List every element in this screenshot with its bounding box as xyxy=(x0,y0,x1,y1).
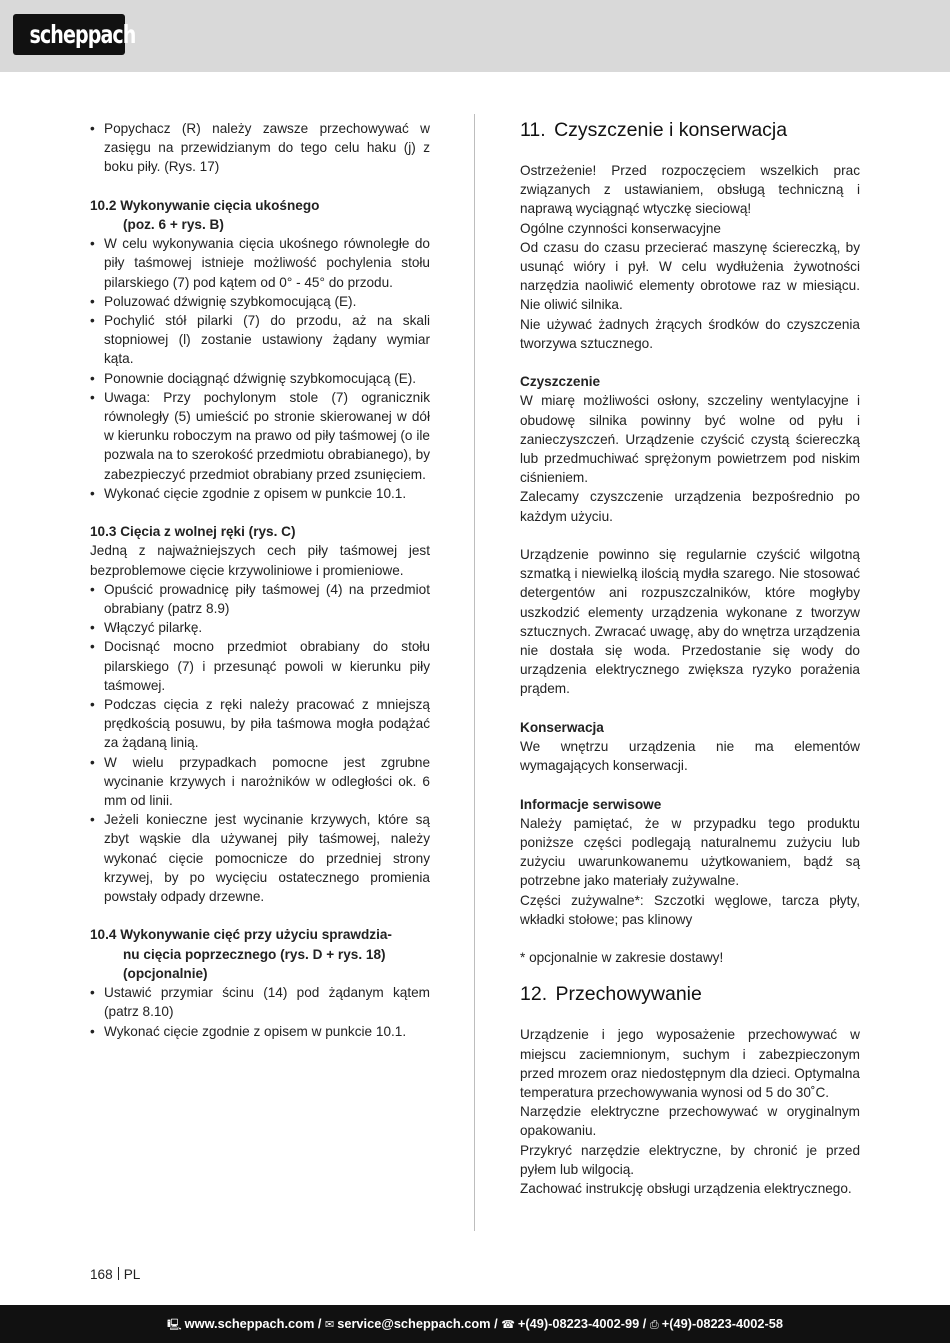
footnote: * opcjonalnie w zakresie dostawy! xyxy=(520,950,724,966)
section-10-2-heading: 10.2 Wykonywanie cięcia ukośnego (poz. 6 + rys. B) xyxy=(90,197,320,232)
service-info-heading: Informacje serwisowe xyxy=(520,796,662,812)
list-item: • Docisnąć mocno przedmiot obrabiany do stołu pilarskiego (7) i przesunąć powoli w kierunku piły taśmowej. xyxy=(90,637,430,695)
list-item: • Wykonać cięcie zgodnie z opisem w punkcie 10.1. xyxy=(90,484,430,503)
list-item: • Jeżeli konieczne jest wycinanie krzywych, które są zbyt wąskie dla używanej piły taśmowej, należy wykonać cięcie pomocnicze do przedniej strony krzywej, by po wycięciu ostatecznego promienia powstały odpady drzewne. xyxy=(90,810,430,906)
footer-band: 🖳 www.scheppach.com / ✉ service@scheppach.com / ☎ +(49)-08223-4002-99 / ⎙ +(49)-08223-4002-58 xyxy=(0,1305,950,1343)
intro-bullet-list xyxy=(90,119,430,177)
right-column xyxy=(520,119,860,1198)
paragraph: Od czasu do czasu przecierać maszynę ściereczką, by usunąć wióry i pył. W celu wydłużenia żywotności narzędzia naoliwić elementy obrotowe raz w miesiącu. Nie oliwić silnika. xyxy=(520,239,860,313)
paragraph: Należy pamiętać, że w przypadku tego produktu poniższe części podlegają naturalnemu zużyciu lub zużyciu uwarunkowanemu użytkowaniem, bądź są potrzebne jako materiały zużywalne. xyxy=(520,815,860,889)
maintenance-heading: Konserwacja xyxy=(520,719,604,735)
logo-text: scheppach xyxy=(29,20,136,49)
mail-icon: ✉ xyxy=(325,1318,335,1331)
list-item: • Ustawić przymiar ścinu (14) pod żądanym kątem (patrz 8.10) xyxy=(90,983,430,1021)
section-10-2-list xyxy=(90,234,430,503)
page-number: 168 PL xyxy=(90,1267,141,1282)
section-10-3-intro: Jedną z najważniejszych cech piły taśmowej jest bezproblemowe cięcie krzywoliniowe i promieniowe. xyxy=(90,543,430,578)
paragraph: Części zużywalne*: Szczotki węglowe, tarcza płyty, wkładki stołowe; pas klinowy xyxy=(520,892,860,927)
paragraph: Zalecamy czyszczenie urządzenia bezpośrednio po każdym użyciu. xyxy=(520,489,860,524)
general-maintenance-label: Ogólne czynności konserwacyjne xyxy=(520,220,721,236)
paragraph: Narzędzie elektryczne przechowywać w oryginalnym opakowaniu. xyxy=(520,1104,860,1139)
brand-logo xyxy=(13,14,136,55)
paragraph: Nie używać żadnych żrących środków do czyszczenia tworzywa sztucznego. xyxy=(520,316,860,351)
list-item: • Popychacz (R) należy zawsze przechowywać w zasięgu na przewidzianym do tego celu haku (j) z boku piły. (Rys. 17) xyxy=(90,119,430,177)
list-item: • Uwaga: Przy pochylonym stole (7) ogranicznik równoległy (5) umieścić po stronie skierowanej w dół w kierunku roboczym na prawo od piły taśmowej (o ile pozwala na to szerokość przedmiotu obrabianego), by zabezpieczyć przedmiot obrabiany przed zsunięciem. xyxy=(90,388,430,484)
list-item: • Pochylić stół pilarki (7) do przodu, aż na skali stopniowej (l) zostanie ustawiony żądany wymiar kąta. xyxy=(90,311,430,369)
footer-phone: +(49)-08223-4002-99 xyxy=(517,1316,640,1331)
section-10-4-list xyxy=(90,983,430,1041)
paragraph: We wnętrzu urządzenia nie ma elementów wymagających konserwacji. xyxy=(520,739,860,774)
warning-paragraph: Ostrzeżenie! Przed rozpoczęciem wszelkich prac związanych z ustawianiem, obsługą techniczną i naprawą wyciągnąć wtyczkę sieciową! xyxy=(520,163,860,217)
language-code: PL xyxy=(123,1267,141,1282)
section-10-3-heading: 10.3 Cięcia z wolnej ręki (rys. C) xyxy=(90,524,296,540)
column-divider xyxy=(474,114,475,1231)
paragraph: W miarę możliwości osłony, szczeliny wentylacyjne i obudowę silnika powinny być wolne od pyłu i zanieczyszczeń. Urządzenie czyścić czystą ściereczką lub przedmuchiwać sprężonym powietrzem pod niskim ciśnieniem. xyxy=(520,393,860,486)
paragraph: Urządzenie i jego wyposażenie przechowywać w miejscu zaciemnionym, suchym i zabezpieczonym przed mrozem oraz niedostępnym dla dzieci. Optymalna temperatura przechowywania wynosi od 5 do 30˚C. xyxy=(520,1027,860,1101)
footer-email[interactable]: service@scheppach.com xyxy=(337,1316,491,1331)
computer-icon: 🖳 xyxy=(166,1318,182,1331)
list-item: • Ponownie dociągnąć dźwignię szybkomocującą (E). xyxy=(90,369,430,388)
section-11-title: 11. Czyszczenie i konserwacja xyxy=(520,119,788,141)
list-item: • W celu wykonywania cięcia ukośnego równoległe do piły taśmowej istnieje możliwość pochylenia stołu pilarskiego (7) pod kątem od 0° - 45° do przodu. xyxy=(90,234,430,292)
section-10-4-heading: 10.4 Wykonywanie cięć przy użyciu sprawdzia- nu cięcia poprzecznego (rys. D + rys. 18) (opcjonalnie) xyxy=(90,927,392,981)
fax-icon: ⎙ xyxy=(649,1318,659,1331)
header-band xyxy=(0,0,950,72)
list-item: • Wykonać cięcie zgodnie z opisem w punkcie 10.1. xyxy=(90,1022,430,1041)
list-item: • W wielu przypadkach pomocne jest zgrubne wycinanie krzywych i narożników w odległości ok. 6 mm od linii. xyxy=(90,753,430,811)
section-10-3-list xyxy=(90,580,430,906)
list-item: • Poluzować dźwignię szybkomocującą (E). xyxy=(90,292,430,311)
footer-fax: +(49)-08223-4002-58 xyxy=(661,1316,784,1331)
list-item: • Włączyć pilarkę. xyxy=(90,618,430,637)
paragraph: Urządzenie powinno się regularnie czyścić wilgotną szmatką i niewielką ilością mydła szarego. Nie stosować detergentów ani rozpuszczalników, które mogłyby uszkodzić elementy urządzenia wykonane z tworzyw sztucznych. Zwracać uwagę, aby do wnętrza urządzenia nie dostała się woda. Przedostanie się wody do urządzenia elektrycznego zwiększa ryzyko porażenia prądem. xyxy=(520,547,861,697)
paragraph: Zachować instrukcję obsługi urządzenia elektrycznego. xyxy=(520,1181,852,1197)
paragraph: Przykryć narzędzie elektryczne, by chronić je przed pyłem lub wilgocią. xyxy=(520,1142,860,1177)
list-item: • Podczas cięcia z ręki należy pracować z mniejszą prędkością posuwu, by piła taśmowa mogła podążać za żądaną linią. xyxy=(90,695,430,753)
cleaning-heading: Czyszczenie xyxy=(520,374,601,390)
section-12-title: 12. Przechowywanie xyxy=(520,983,702,1006)
list-item: • Opuścić prowadnicę piły taśmowej (4) na przedmiot obrabiany (patrz 8.9) xyxy=(90,580,430,618)
footer-website[interactable]: www.scheppach.com xyxy=(184,1316,315,1331)
left-column xyxy=(90,119,430,1041)
phone-icon: ☎ xyxy=(501,1318,515,1331)
